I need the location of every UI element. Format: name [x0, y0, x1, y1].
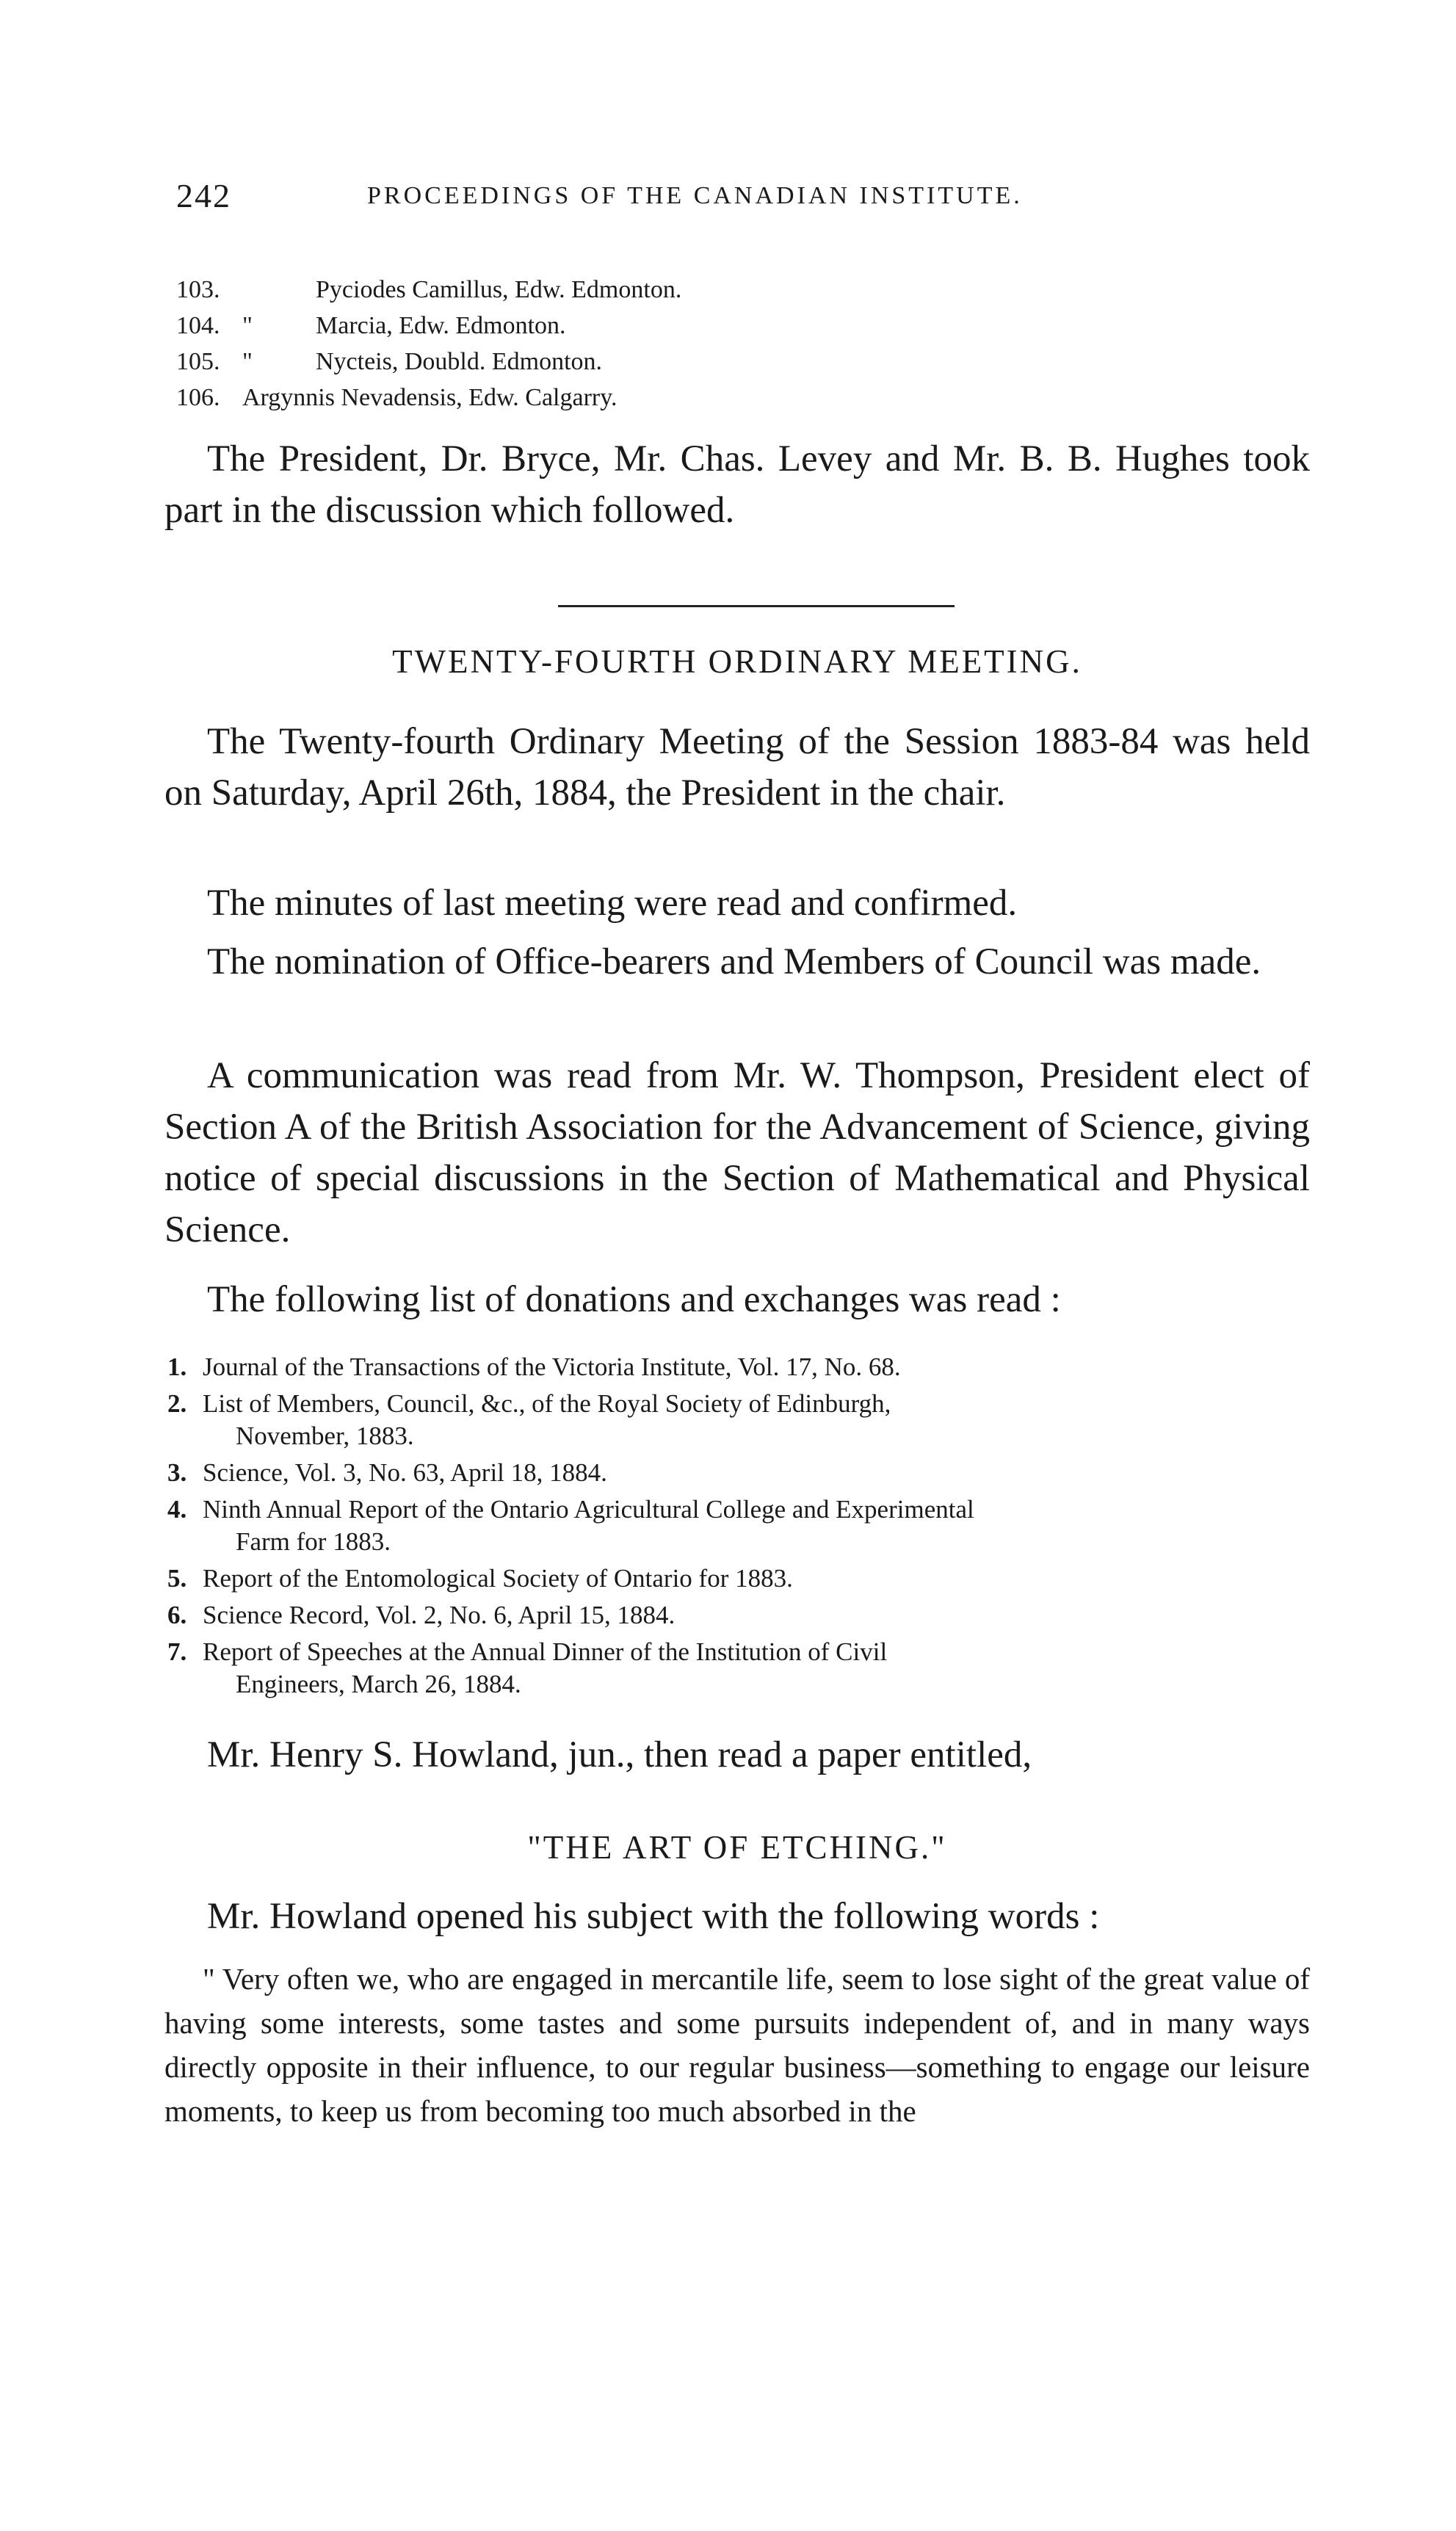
species-number: 106.: [176, 384, 220, 411]
running-title: PROCEEDINGS OF THE CANADIAN INSTITUTE.: [367, 182, 1023, 209]
donation-text: Report of Speeches at the Annual Dinner of the Institution of Civil: [203, 1637, 888, 1666]
donation-text: Journal of the Transactions of the Victoria Institute, Vol. 17, No. 68.: [203, 1353, 901, 1381]
donation-item: [167, 1636, 1313, 1701]
donation-item: [167, 1599, 1313, 1632]
donation-item: [167, 1563, 1313, 1595]
paragraph-paper: Mr. Henry S. Howland, jun., then read a paper entitled,: [207, 1734, 1032, 1775]
donation-continuation: Engineers, March 26, 1884.: [236, 1670, 521, 1698]
species-list: [176, 272, 1278, 416]
donation-continuation: November, 1883.: [236, 1422, 414, 1450]
species-item: [176, 380, 1278, 416]
page-number: 242: [176, 177, 231, 214]
species-text: Pyciodes Camillus, Edw. Edmonton.: [316, 276, 682, 303]
donation-number: 7.: [167, 1637, 187, 1666]
species-number: 103.: [176, 276, 220, 303]
ditto-mark: ": [242, 312, 253, 339]
donation-item: [167, 1388, 1313, 1452]
donation-number: 6.: [167, 1601, 187, 1629]
donation-item: [167, 1493, 1313, 1558]
species-number: 104.: [176, 312, 220, 339]
donation-number: 4.: [167, 1495, 187, 1524]
quoted-passage: " Very often we, who are engaged in mercantile life, seem to lose sight of the great value of having some interests, some tastes and some pursuits independent of, and in many ways directly opposite in their influence, to our regular business—something to engage our leisure moments, to keep us from becoming too much absorbed in the: [164, 1962, 1310, 2128]
donation-text: Science Record, Vol. 2, No. 6, April 15, 1884.: [203, 1601, 676, 1629]
donation-item: [167, 1457, 1313, 1489]
species-number: 105.: [176, 348, 220, 375]
donation-number: 2.: [167, 1389, 187, 1418]
species-text: Nycteis, Doubld. Edmonton.: [316, 348, 603, 375]
species-item: [176, 344, 1278, 380]
donation-item: [167, 1351, 1313, 1383]
section-divider: [558, 605, 955, 607]
page-header: [176, 176, 1278, 220]
donation-text: Report of the Entomological Society of Ontario for 1883.: [203, 1564, 793, 1593]
species-item: [176, 308, 1278, 344]
paragraph-minutes: The minutes of last meeting were read and confirmed.: [207, 883, 1018, 924]
species-text: Marcia, Edw. Edmonton.: [316, 312, 566, 339]
species-item: [176, 272, 1278, 308]
donation-text: List of Members, Council, &c., of the Royal Society of Edinburgh,: [203, 1389, 891, 1418]
donation-text: Ninth Annual Report of the Ontario Agricultural College and Experimental: [203, 1495, 974, 1524]
paragraph-donations-intro: The following list of donations and exchanges was read :: [207, 1279, 1061, 1320]
paragraph-meeting: The Twenty-fourth Ordinary Meeting of the Session 1883-84 was held on Saturday, April 26th, 1884, the President in the chair.: [164, 721, 1310, 814]
paragraph-communication: A communication was read from Mr. W. Thompson, President elect of Section A of the British Association for the Advancement of Science, giving notice of special discussions in the Section of Mathematical and Physical Science.: [164, 1055, 1310, 1250]
donation-continuation: Farm for 1883.: [236, 1527, 391, 1556]
donation-text: Science, Vol. 3, No. 63, April 18, 1884.: [203, 1458, 607, 1487]
donation-number: 1.: [167, 1353, 187, 1381]
donation-number: 5.: [167, 1564, 187, 1593]
species-text: Argynnis Nevadensis, Edw. Calgarry.: [242, 384, 617, 411]
donation-number: 3.: [167, 1458, 187, 1487]
paragraph-discussion: The President, Dr. Bryce, Mr. Chas. Levey and Mr. B. B. Hughes took part in the discussion which followed.: [164, 438, 1310, 531]
meeting-heading: TWENTY-FOURTH ORDINARY MEETING.: [392, 643, 1082, 680]
donations-list: [167, 1351, 1313, 1705]
ditto-mark: ": [242, 348, 253, 375]
paper-heading: "THE ART OF ETCHING.": [527, 1829, 947, 1866]
paragraph-nomination: The nomination of Office-bearers and Members of Council was made.: [207, 941, 1261, 982]
paragraph-opened: Mr. Howland opened his subject with the following words :: [207, 1896, 1100, 1937]
